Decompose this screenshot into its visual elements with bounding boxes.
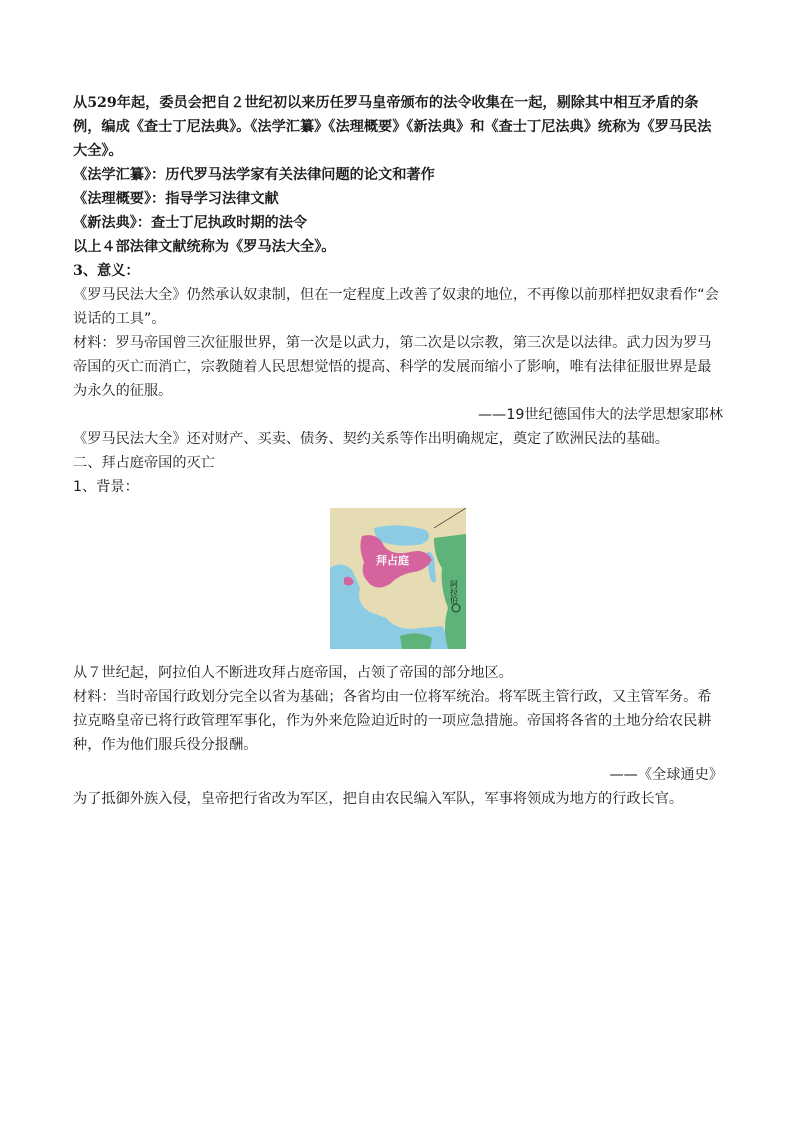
source-jhering: ——19世纪德国伟大的法学思想家耶林 <box>477 407 723 423</box>
paragraph-military-districts: 为了抵御外族入侵，皇帝把行省改为军区，把自由农民编入军队，军事将领成为地方的行政长官。 <box>73 791 684 807</box>
paragraph-material-1: 材料：罗马帝国曾三次征服世界，第一次是以武力，第二次是以宗教，第三次是以法律。武力因为罗马帝国的灭亡而消亡，宗教随着人民思想觉悟的提高、科学的发展而缩小了影响，唯有法律征服世界是最为永久的征服。 <box>73 335 712 399</box>
map-label-byzantium: 拜占庭 <box>376 554 409 567</box>
map-figure <box>73 508 723 649</box>
document-body <box>73 91 723 811</box>
paragraph-civil-law: 《罗马民法大全》还对财产、买卖、债务、契约关系等作出明确规定，奠定了欧洲民法的基础。 <box>73 431 669 447</box>
heading-section-2: 二、拜占庭帝国的灭亡 <box>73 455 215 471</box>
map-label-arab: 阿拉伯 <box>449 580 459 604</box>
heading-background: 1、背景： <box>73 479 139 495</box>
source-world-history: ——《全球通史》 <box>609 767 723 783</box>
byzantine-map-image <box>330 508 466 649</box>
paragraph-institutes: 《法理概要》：指导学习法律文献 <box>73 191 279 207</box>
paragraph-novels: 《新法典》：查士丁尼执政时期的法令 <box>73 215 308 231</box>
paragraph-arab-attacks: 从７世纪起，阿拉伯人不断进攻拜占庭帝国，占领了帝国的部分地区。 <box>73 665 513 681</box>
paragraph-digest: 《法学汇纂》：历代罗马法学家有关法律问题的论文和著作 <box>73 167 435 183</box>
map-egypt-region <box>400 633 432 649</box>
paragraph-summary: 以上４部法律文献统称为《罗马法大全》。 <box>73 239 336 255</box>
paragraph-slavery: 《罗马民法大全》仍然承认奴隶制，但在一定程度上改善了奴隶的地位，不再像以前那样把奴隶看作“会说话的工具”。 <box>73 287 719 327</box>
heading-significance: 3、意义： <box>73 263 140 279</box>
paragraph-material-2: 材料：当时帝国行政划分完全以省为基础；各省均由一位将军统治。将军既主管行政，又主管军务。希拉克略皇帝已将行政管理军事化，作为外来危险迫近时的一项应急措施。帝国将各省的土地分给农民耕种，作为他们服兵役分报酬。 <box>73 689 712 753</box>
paragraph-justinian-code: 从529年起，委员会把自２世纪初以来历任罗马皇帝颁布的法令收集在一起，剔除其中相互矛盾的条例，编成《查士丁尼法典》。《法学汇纂》《法理概要》《新法典》和《查士丁尼法典》统称为《罗马民法大全》。 <box>73 95 712 159</box>
